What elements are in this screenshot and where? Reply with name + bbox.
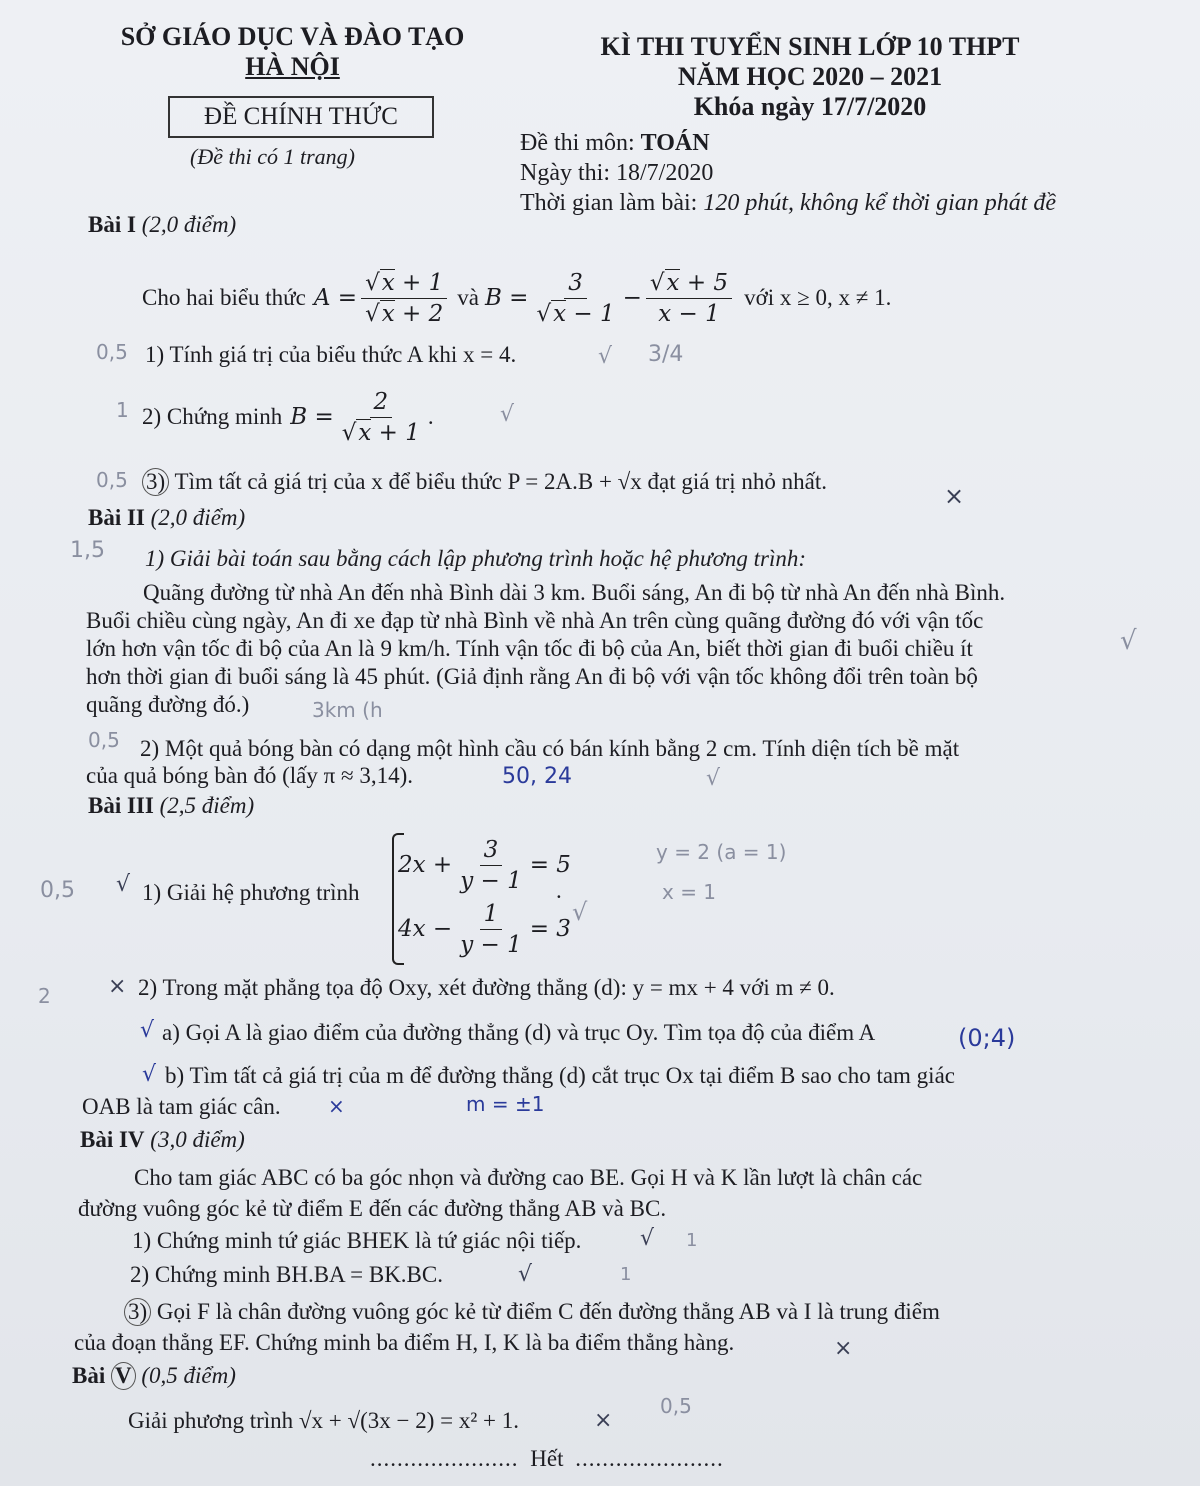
bai1-q2-text: 2) Chứng minh [142,404,283,429]
note-b2-q1: 3km (h [312,698,383,722]
bai2-line-3: lớn hơn vận tốc đi bộ của An là 9 km/h. Tính vận tốc đi bộ của An, biết thời gian đi buổi chiều ít [86,636,973,661]
time-value: 120 phút, không kể thời gian phát đề [703,190,1057,216]
cross-b3-q2b: × [328,1094,345,1118]
note-b3-x: x = 1 [662,880,717,904]
bai4-q3-line-1 [124,1298,940,1326]
subject-label: Đề thi môn: [520,130,635,156]
bai1-q2: 2) Chứng minh B = $\frac{2}{√x + 1}$ . [142,388,434,446]
bai4-heading [80,1127,245,1153]
frac-B1: $\frac{3}{√x - 1}$ [536,269,615,327]
check-b1-q2: √ [500,402,515,427]
mark-b1-q3: 0,5 [96,468,128,492]
cross-b5: × [594,1408,613,1433]
frac-A: $\frac{√x + 1}{√x + 2}$ [361,270,447,327]
mark-b2-q2: 0,5 [88,728,120,752]
end-dots-left: ...................... [370,1446,519,1471]
bai1-q3 [142,468,827,496]
official-label: ĐỀ CHÍNH THỨC [204,103,398,130]
bai5-points: (0,5 điểm) [141,1363,236,1388]
bai4-title: Bài IV [80,1127,145,1152]
bai5-heading [72,1362,236,1390]
bai4-q2: 2) Chứng minh BH.BA = BK.BC. [130,1262,443,1287]
frac-proof: $\frac{2}{√x + 1}$ [341,388,420,446]
check-b4-q2: √ [518,1262,533,1287]
mark-b4-q1: 1 [686,1230,698,1251]
answer-b2-q2: 50, 24 [502,764,572,789]
cross-b4-q3: × [834,1336,853,1361]
bai2-title: Bài II [88,505,145,530]
exam-session: Khóa ngày 17/7/2020 [693,92,927,121]
bai5-title-b: V [111,1362,136,1390]
bai1-q1: 1) Tính giá trị của biểu thức A khi x = 4. [145,342,517,367]
mark-b5: 0,5 [660,1394,692,1418]
mark-b1-q2: 1 [116,398,129,422]
bai2-q2-line-2: của quả bóng bàn đó (lấy π ≈ 3,14). [86,763,413,788]
bai3-points: (2,5 điểm) [159,793,255,818]
frac-B2: $\frac{√x + 5}{x - 1}$ [646,270,732,327]
check-b3-q1a: √ [116,872,131,897]
bai1-q3-text: Tìm tất cả giá trị của x để biểu thức P = 2A.B + √x đạt giá trị nhỏ nhất. [174,469,828,494]
bai2-line-5: quãng đường đó.) [86,692,250,717]
bai1-q3-num: 3) [142,468,169,496]
check-b4-q1: √ [640,1226,655,1251]
cross-b1-q3: × [944,482,965,510]
bai3-q2b-line-2: OAB là tam giác cân. [82,1094,281,1119]
bai4-q3-text: Gọi F là chân đường vuông góc kẻ từ điểm C đến đường thẳng AB và I là trung điểm [156,1299,940,1324]
bai2-points: (2,0 điểm) [150,505,246,530]
bai2-line-4: hơn thời gian đi buổi sáng là 45 phút. (Giả định rằng An đi bộ với vận tốc không đổi trên toàn bộ [86,664,978,689]
cross-b3-q2: × [108,974,127,999]
time-label: Thời gian làm bài: [520,190,698,216]
bai4-intro-1: Cho tam giác ABC có ba góc nhọn và đường cao BE. Gọi H và K lần lượt là chân các [134,1165,923,1190]
bai3-q2a: a) Gọi A là giao điểm của đường thẳng (d) và trục Oy. Tìm tọa độ của điểm A [162,1020,876,1045]
check-b1-q1: √ [598,344,613,369]
bai3-q1: 1) Giải hệ phương trình [142,880,360,905]
mark-b2-q1: 1,5 [70,538,105,563]
bai1-condition: với x ≥ 0, x ≠ 1. [744,285,892,310]
bai1-heading [88,212,236,238]
check-b3-q1b: √ [572,898,588,926]
bai2-q1-title: 1) Giải bài toán sau bằng cách lập phương trình hoặc hệ phương trình: [145,546,807,571]
bai4-intro-2: đường vuông góc kẻ từ điểm E đến các đường thẳng AB và BC. [78,1196,667,1221]
bai4-q3-line-2: của đoạn thẳng EF. Chứng minh ba điểm H, I, K là ba điểm thẳng hàng. [74,1330,735,1355]
end-text: Hết [530,1446,564,1471]
check-b3-q2a: √ [140,1018,155,1043]
mark-b3-q2: 2 [38,984,51,1008]
check-b2-q2: √ [706,766,721,791]
bai1-title: Bài I [88,212,136,237]
bai2-q2-line-1: 2) Một quả bóng bàn có dạng một hình cầu có bán kính bằng 2 cm. Tính diện tích bề mặt [140,736,960,761]
check-b2-q1: √ [1120,626,1137,656]
end-marker [370,1446,724,1472]
bai1-intro-text: Cho hai biểu thức [142,285,306,310]
pages-note: (Đề thi có 1 trang) [190,144,355,169]
city-name: HÀ NỘI [245,52,340,81]
subject: TOÁN [640,130,710,156]
official-box [168,96,434,138]
note-b3-y: y = 2 (a = 1) [656,840,787,864]
time-line [520,190,1056,217]
answer-b3-q2b: m = ±1 [466,1092,545,1116]
bai4-points: (3,0 điểm) [150,1127,245,1152]
subject-line [520,130,710,157]
bai2-heading [88,505,245,531]
school-year: NĂM HỌC 2020 – 2021 [677,62,943,91]
answer-b3-q2a: (0;4) [958,1024,1016,1052]
bai3-heading [88,793,254,819]
mark-b3-q1: 0,5 [40,878,75,903]
bai3-q2: 2) Trong mặt phẳng tọa độ Oxy, xét đường thẳng (d): y = mx + 4 với m ≠ 0. [138,975,835,1000]
bai4-q1: 1) Chứng minh tứ giác BHEK là tứ giác nội tiếp. [132,1228,582,1253]
bai5-q: Giải phương trình √x + √(3x − 2) = x² + 1. [128,1408,520,1433]
check-b3-q2b: √ [142,1062,157,1087]
system-eq-1: 2x + $\frac{3}{y - 1}$ = 5 [398,836,571,894]
exam-date: Ngày thi: 18/7/2020 [520,160,714,186]
mark-b4-q2: 1 [620,1264,632,1285]
system-period: . [556,878,562,903]
bai4-q3-num: 3) [124,1298,151,1326]
bai2-line-1: Quãng đường từ nhà An đến nhà Bình dài 3 km. Buổi sáng, An đi bộ từ nhà An đến nhà Bình. [143,580,1006,605]
bai2-line-2: Buổi chiều cùng ngày, An đi xe đạp từ nhà Bình về nhà An trên cùng quãng đường đó với vận tốc [86,608,984,633]
bai3-title: Bài III [88,793,154,818]
note-b1-q1: 3/4 [648,342,684,367]
bai3-q2b-line-1: b) Tìm tất cả giá trị của m để đường thẳng (d) cắt trục Ox tại điểm B sao cho tam giác [165,1063,955,1088]
bai1-intro: Cho hai biểu thức A = $\frac{√x + 1}{√x + 2}$ và B = $\frac{3}{√x - 1}$ − $\frac{√x + 5}{x - 1}$ với x ≥ 0, x ≠ 1. [142,269,892,327]
system-eq-2: 4x − $\frac{1}{y - 1}$ = 3 [398,900,571,958]
bai5-title-a: Bài [72,1363,106,1388]
exam-title: KÌ THI TUYỂN SINH LỚP 10 THPT [600,32,1020,61]
dept-name: SỞ GIÁO DỤC VÀ ĐÀO TẠO [120,22,465,51]
mark-b1-q1: 0,5 [96,340,128,364]
end-dots-right: ...................... [575,1446,724,1471]
bai1-points: (2,0 điểm) [141,212,237,237]
